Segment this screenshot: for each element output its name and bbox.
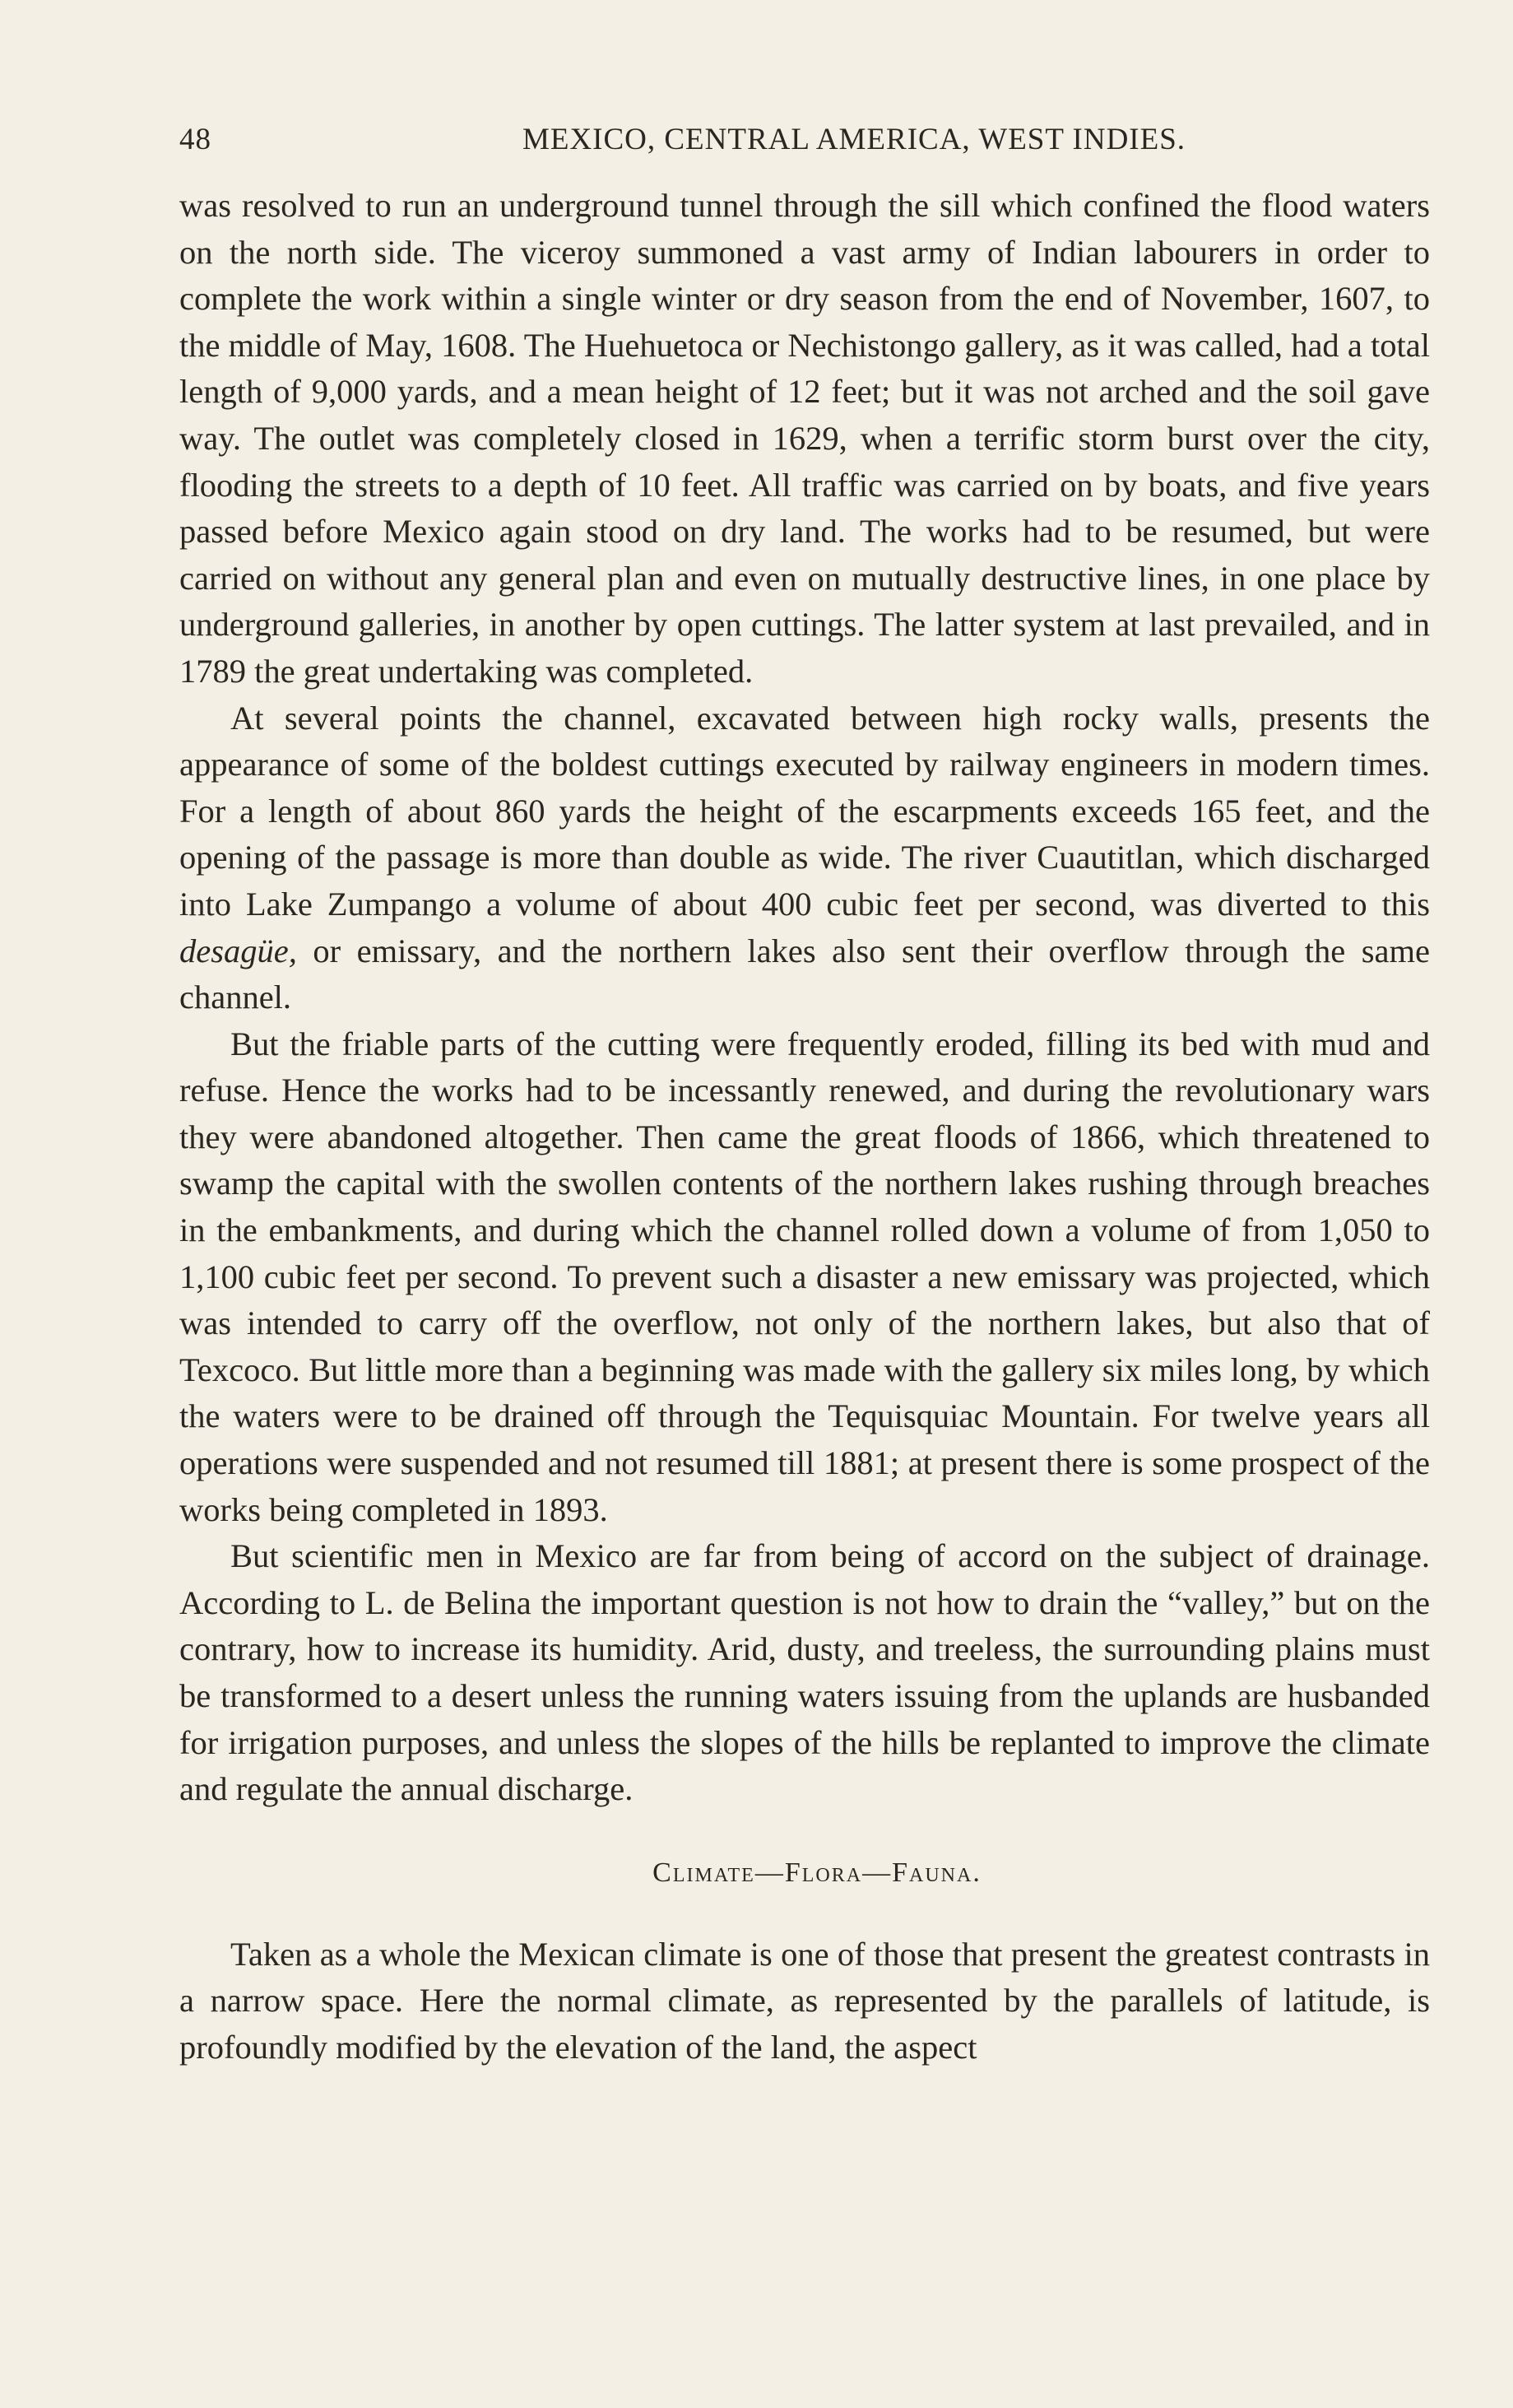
page-number: 48 [179, 123, 211, 156]
italic-term-desague: desagüe, [179, 932, 297, 969]
paragraph-channel-cuttings [179, 695, 1430, 1021]
paragraph-floods: But the friable parts of the cutting were frequently eroded, filling its bed with mud and refuse. Hence the works had to be incessantly renewed, and during the revolutionary wars they were abandoned altogether. Then came the great floods of 1866, which threatened to swamp the capital with the swollen contents of the northern lakes rushing through breaches in the embankments, and during which the channel rolled down a volume of from 1,050 to 1,100 cubic feet per second. To prevent such a disaster a new emissary was projected, which was intended to carry off the overflow, not only of the northern lakes, but also that of Texcoco. But little more than a beginning was made with the gallery six miles long, by which the waters were to be drained off through the Tequisquiac Mountain. For twelve years all operations were suspended and not resumed till 1881; at present there is some prospect of the works being completed in 1893. [179, 1025, 1430, 1528]
paragraph-text: or emissary, and the northern lakes also sent their overflow through the same channel. [179, 932, 1430, 1016]
section-heading: Climate—Flora—Fauna. [652, 1857, 982, 1888]
paragraph-drainage-debate: But scientific men in Mexico are far from being of accord on the subject of drainage. According to L. de Belina the important question is not how to drain the “valley,” but on the contrary, how to increase its humidity. Arid, dusty, and treeless, the surrounding plains must be transformed to a desert unless the running waters issuing from the uplands are husbanded for irrigation purposes, and unless the slopes of the hills be replanted to improve the climate and regulate the annual discharge. [179, 1537, 1430, 1808]
paragraph-text: At several points the channel, excavated between high rocky walls, presents the appearance of some of the boldest cuttings executed by railway engineers in modern times. For a length of about 860 yards the height of the escarpments exceeds 165 feet, and the opening of the passage is more than double as wide. The river Cuautitlan, which discharged into Lake Zumpango a volume of about 400 cubic feet per second, was diverted to this [179, 699, 1430, 923]
running-title: MEXICO, CENTRAL AMERICA, WEST INDIES. [522, 123, 1186, 156]
book-page [179, 122, 1430, 2071]
paragraph-tunnel-history: was resolved to run an underground tunnel through the sill which confined the flood waters on the north side. The viceroy summoned a vast army of Indian labourers in order to complete the work within a single winter or dry season from the end of November, 1607, to the middle of May, 1608. The Huehuetoca or Nechistongo gallery, as it was called, had a total length of 9,000 yards, and a mean height of 12 feet; but it was not arched and the soil gave way. The outlet was completely closed in 1629, when a terrific storm burst over the city, flooding the streets to a depth of 10 feet. All traffic was carried on by boats, and five years passed before Mexico again stood on dry land. The works had to be resumed, but were carried on without any general plan and even on mutually destructive lines, in one place by underground galleries, in another by open cuttings. The latter system at last prevailed, and in 1789 the great undertaking was completed. [179, 187, 1430, 690]
paragraph-climate: Taken as a whole the Mexican climate is one of those that present the greatest contrasts in a narrow space. Here the normal climate, as represented by the parallels of latitude, is profoundly modified by the elevation of the land, the aspect [179, 1935, 1430, 2066]
running-header [179, 122, 1430, 171]
